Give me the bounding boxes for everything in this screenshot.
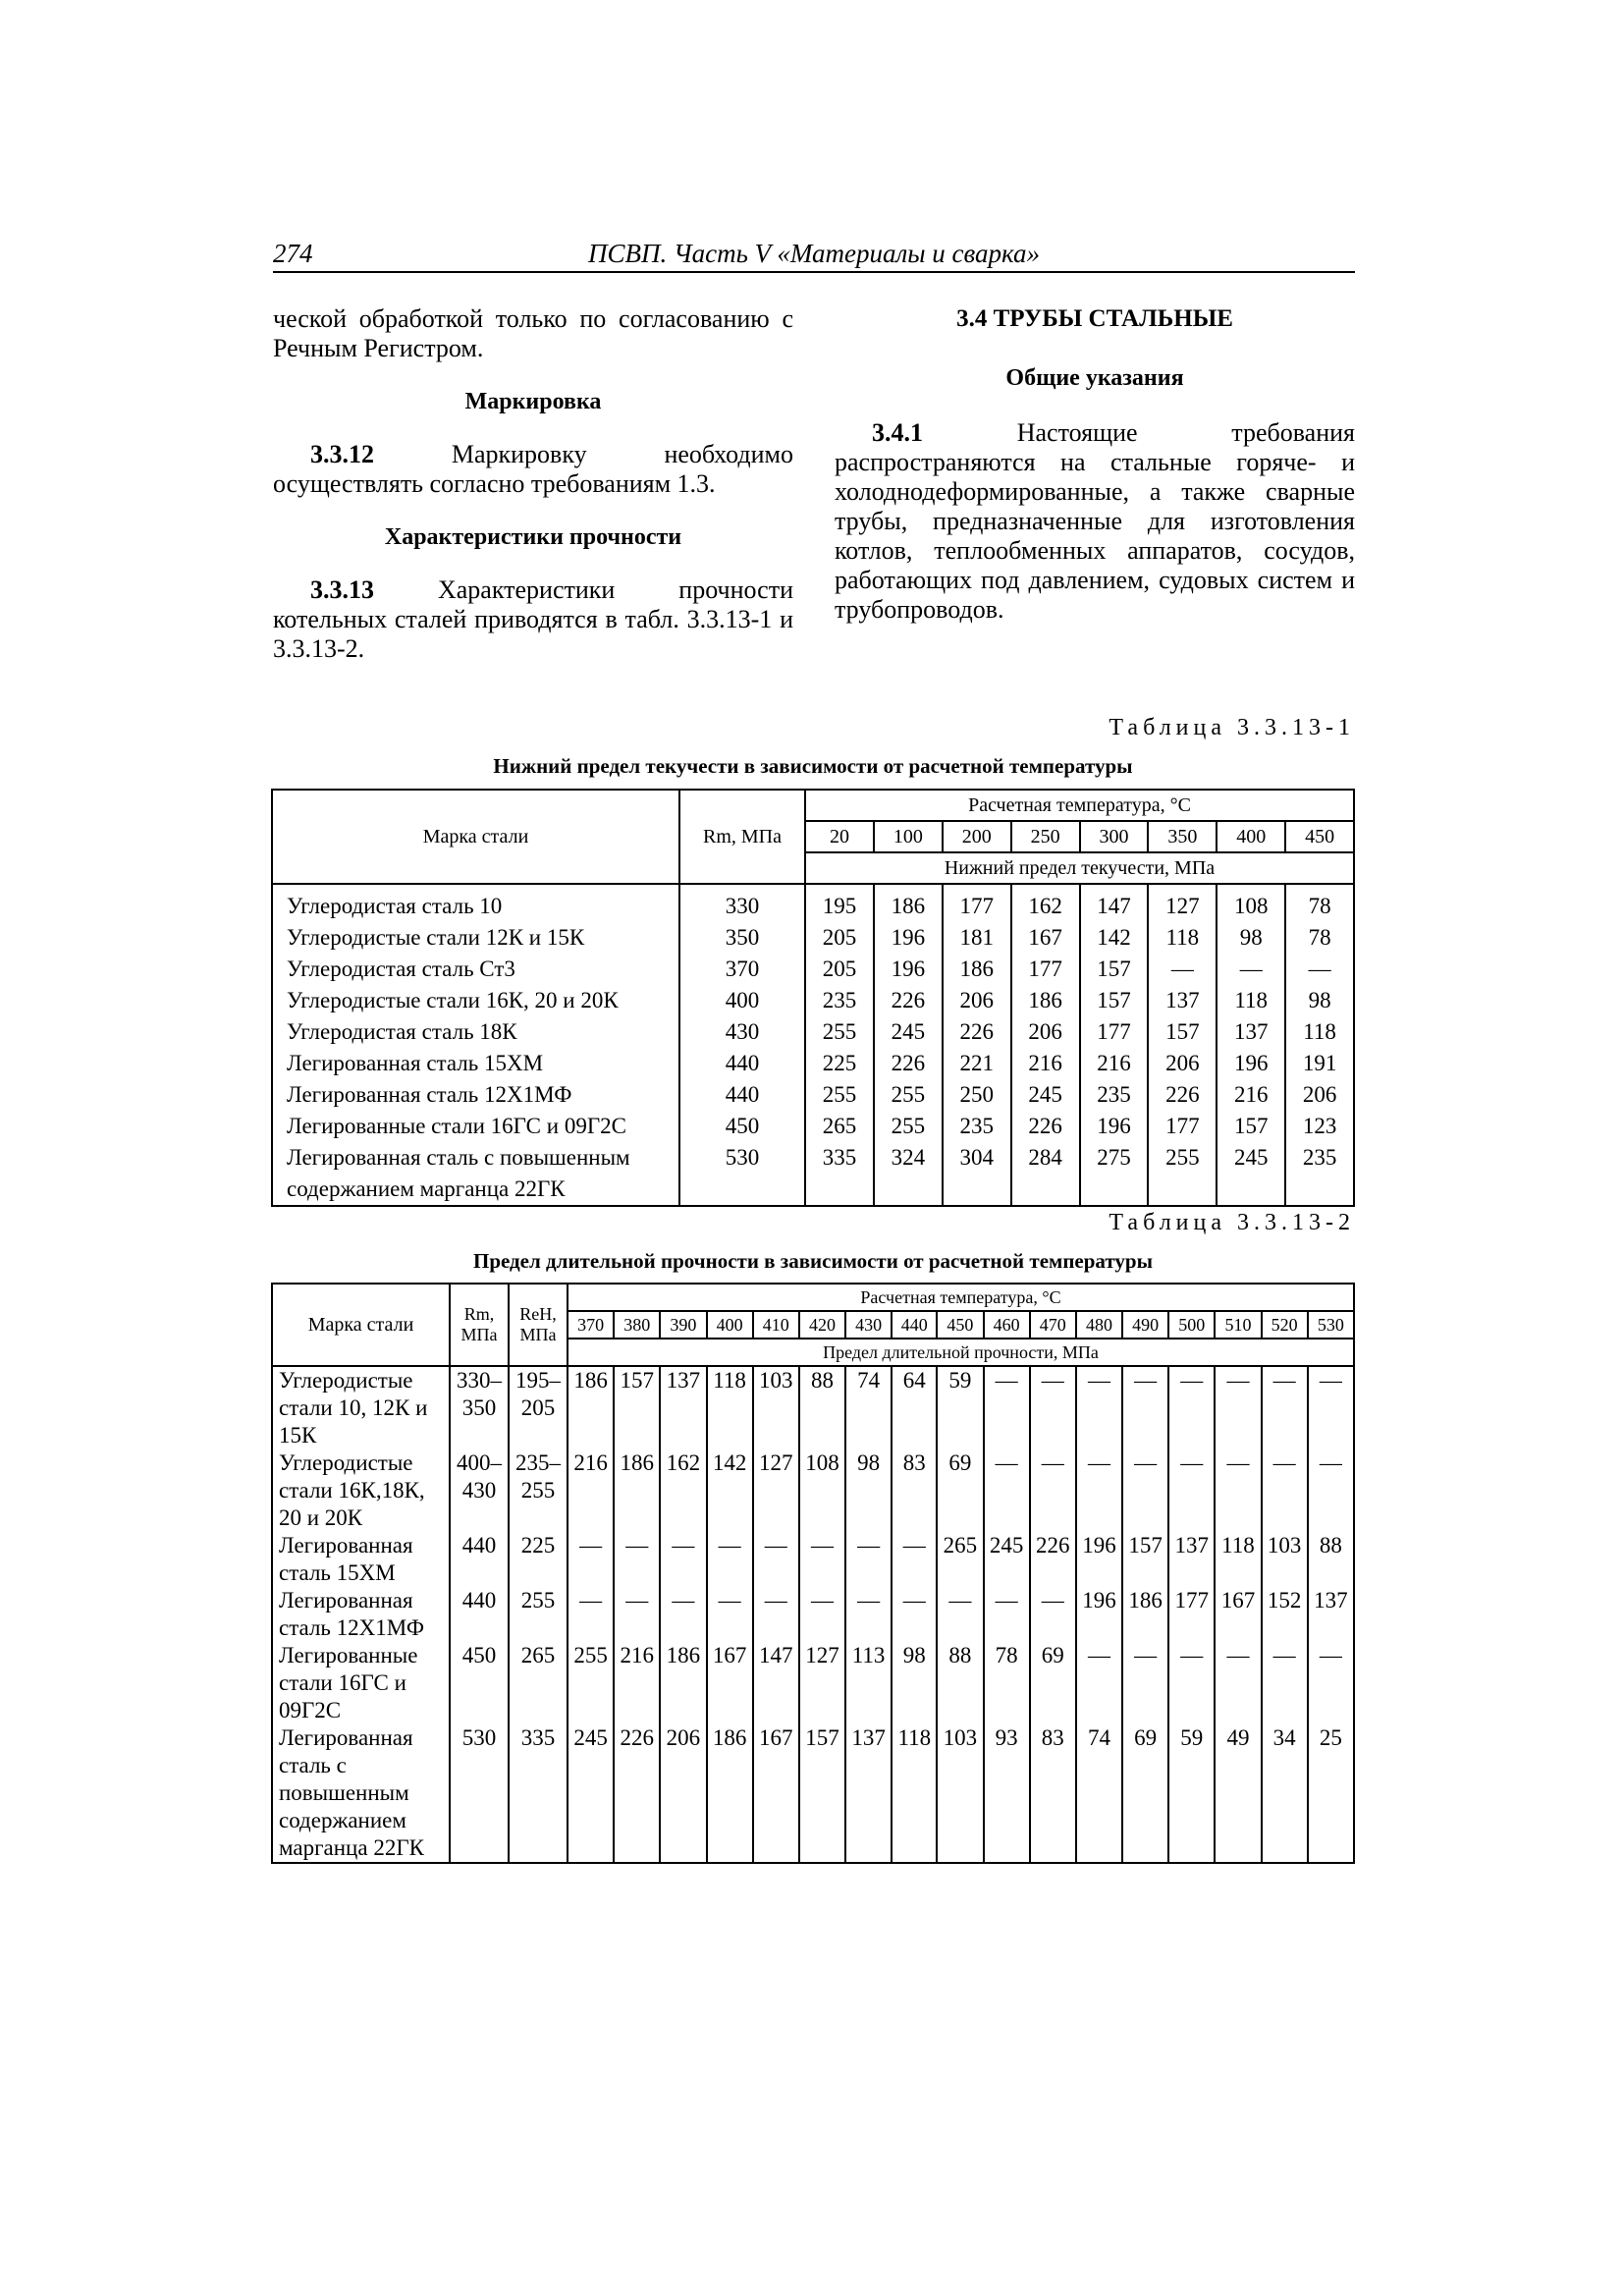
table-row bbox=[272, 985, 1354, 1016]
value-cell: 177 bbox=[1080, 1016, 1149, 1048]
value-cell: — bbox=[1168, 1366, 1215, 1449]
value-cell: 330 bbox=[679, 884, 805, 922]
value-cell: — bbox=[660, 1587, 706, 1642]
value-cell: 83 bbox=[892, 1449, 937, 1532]
value-cell: 530 bbox=[679, 1142, 805, 1206]
temperature-header: 420 bbox=[799, 1311, 845, 1339]
table-row bbox=[272, 1724, 1354, 1863]
steel-grade-cell: Легированная сталь 12Х1МФ bbox=[272, 1079, 679, 1111]
steel-grade-cell: Углеродистая сталь Ст3 bbox=[272, 954, 679, 985]
value-cell: 142 bbox=[707, 1449, 753, 1532]
value-cell: — bbox=[1215, 1366, 1261, 1449]
value-cell: 400 bbox=[679, 985, 805, 1016]
value-cell: — bbox=[845, 1587, 892, 1642]
value-cell: 118 bbox=[707, 1366, 753, 1449]
value-cell: 206 bbox=[1285, 1079, 1354, 1111]
value-cell: 147 bbox=[753, 1642, 799, 1724]
temperature-header: 300 bbox=[1080, 821, 1149, 852]
value-cell: 250 bbox=[943, 1079, 1011, 1111]
value-cell: — bbox=[1217, 954, 1285, 985]
value-cell: — bbox=[984, 1587, 1030, 1642]
col-creep-limit: Предел длительной прочности, МПа bbox=[568, 1339, 1354, 1366]
clause-text: Маркировку необходимо осуществлять согласно требованиям 1.3. bbox=[273, 440, 793, 498]
table-row bbox=[272, 1079, 1354, 1111]
temperature-header: 470 bbox=[1030, 1311, 1076, 1339]
temperature-header: 450 bbox=[1285, 821, 1354, 852]
yield-strength-table bbox=[271, 789, 1355, 1207]
value-cell: 186 bbox=[660, 1642, 706, 1724]
steel-grade-cell: Легированная сталь 12Х1МФ bbox=[272, 1587, 450, 1642]
value-cell: 186 bbox=[874, 884, 943, 922]
value-cell: 226 bbox=[943, 1016, 1011, 1048]
value-cell: 191 bbox=[1285, 1048, 1354, 1079]
temperature-header: 250 bbox=[1011, 821, 1080, 852]
section-heading: Характеристики прочности bbox=[384, 524, 682, 550]
value-cell: — bbox=[753, 1587, 799, 1642]
value-cell: 118 bbox=[1285, 1016, 1354, 1048]
steel-grade-cell: Легированная сталь с повышенным содержанием марганца 22ГК bbox=[272, 1142, 679, 1206]
value-cell: — bbox=[568, 1532, 614, 1587]
value-cell: 255 bbox=[805, 1016, 874, 1048]
value-cell: 49 bbox=[1215, 1724, 1261, 1863]
table1-title: Нижний предел текучести в зависимости от расчетной температуры bbox=[493, 754, 1133, 778]
value-cell: — bbox=[1308, 1366, 1354, 1449]
paragraph bbox=[835, 418, 1355, 625]
table-row bbox=[272, 1142, 1354, 1206]
value-cell: 137 bbox=[660, 1366, 706, 1449]
creep-strength-table bbox=[271, 1283, 1355, 1864]
value-cell: — bbox=[1308, 1642, 1354, 1724]
temperature-header: 380 bbox=[614, 1311, 660, 1339]
table-row bbox=[272, 1111, 1354, 1142]
temperature-header: 450 bbox=[937, 1311, 983, 1339]
right-column bbox=[835, 304, 1355, 625]
temperature-header: 430 bbox=[845, 1311, 892, 1339]
value-cell: 265 bbox=[805, 1111, 874, 1142]
value-cell: 83 bbox=[1030, 1724, 1076, 1863]
table-row bbox=[272, 884, 1354, 922]
section-heading: Маркировка bbox=[464, 389, 602, 414]
value-cell: 206 bbox=[943, 985, 1011, 1016]
value-cell: — bbox=[1215, 1642, 1261, 1724]
value-cell: 186 bbox=[1011, 985, 1080, 1016]
value-cell: 88 bbox=[937, 1642, 983, 1724]
col-steel-grade: Марка стали bbox=[272, 790, 679, 884]
temperature-header: 410 bbox=[753, 1311, 799, 1339]
value-cell: 137 bbox=[845, 1724, 892, 1863]
steel-grade-cell: Углеродистая сталь 10 bbox=[272, 884, 679, 922]
value-cell: 226 bbox=[614, 1724, 660, 1863]
value-cell: 98 bbox=[892, 1642, 937, 1724]
value-cell: 123 bbox=[1285, 1111, 1354, 1142]
value-cell: 186 bbox=[614, 1449, 660, 1532]
col-reh: ReH, МПа bbox=[509, 1284, 568, 1366]
clause-number: 3.3.12 bbox=[310, 440, 374, 468]
temperature-header: 350 bbox=[1148, 821, 1217, 852]
value-cell: 88 bbox=[799, 1366, 845, 1449]
value-cell: 98 bbox=[845, 1449, 892, 1532]
value-cell: 167 bbox=[1011, 922, 1080, 954]
steel-grade-cell: Углеродистая сталь 18К bbox=[272, 1016, 679, 1048]
col-steel-grade: Марка стали bbox=[272, 1284, 450, 1366]
value-cell: 440 bbox=[450, 1587, 509, 1642]
value-cell: 103 bbox=[937, 1724, 983, 1863]
value-cell: 226 bbox=[1148, 1079, 1217, 1111]
table2-caption: Таблица 3.3.13-2 bbox=[1109, 1210, 1355, 1235]
clause-number: 3.4.1 bbox=[872, 418, 923, 447]
temperature-header: 20 bbox=[805, 821, 874, 852]
value-cell: 304 bbox=[943, 1142, 1011, 1206]
value-cell: — bbox=[614, 1532, 660, 1587]
value-cell: 196 bbox=[1080, 1111, 1149, 1142]
steel-grade-cell: Углеродистые стали 16К,18К, 20 и 20К bbox=[272, 1449, 450, 1532]
value-cell: 127 bbox=[753, 1449, 799, 1532]
value-cell: 78 bbox=[984, 1642, 1030, 1724]
value-cell: 255 bbox=[874, 1079, 943, 1111]
value-cell: — bbox=[937, 1587, 983, 1642]
steel-grade-cell: Легированные стали 16ГС и 09Г2С bbox=[272, 1111, 679, 1142]
value-cell: — bbox=[892, 1587, 937, 1642]
value-cell: 177 bbox=[1168, 1587, 1215, 1642]
value-cell: 59 bbox=[1168, 1724, 1215, 1863]
value-cell: 137 bbox=[1148, 985, 1217, 1016]
value-cell: 25 bbox=[1308, 1724, 1354, 1863]
col-rm: Rm, МПа bbox=[450, 1284, 509, 1366]
value-cell: — bbox=[984, 1366, 1030, 1449]
value-cell: 245 bbox=[984, 1532, 1030, 1587]
value-cell: 137 bbox=[1168, 1532, 1215, 1587]
temperature-header: 400 bbox=[1217, 821, 1285, 852]
paragraph bbox=[273, 575, 793, 664]
steel-grade-cell: Легированная сталь с повышенным содержанием марганца 22ГК bbox=[272, 1724, 450, 1863]
value-cell: 440 bbox=[450, 1532, 509, 1587]
value-cell: 118 bbox=[892, 1724, 937, 1863]
value-cell: — bbox=[753, 1532, 799, 1587]
value-cell: 196 bbox=[1217, 1048, 1285, 1079]
value-cell: 93 bbox=[984, 1724, 1030, 1863]
steel-grade-cell: Углеродистые стали 12К и 15К bbox=[272, 922, 679, 954]
value-cell: 196 bbox=[1076, 1532, 1122, 1587]
value-cell: 335 bbox=[805, 1142, 874, 1206]
value-cell: 157 bbox=[614, 1366, 660, 1449]
table-row bbox=[272, 1366, 1354, 1449]
value-cell: 157 bbox=[1217, 1111, 1285, 1142]
value-cell: 206 bbox=[660, 1724, 706, 1863]
value-cell: 103 bbox=[753, 1366, 799, 1449]
value-cell: 216 bbox=[1217, 1079, 1285, 1111]
value-cell: 64 bbox=[892, 1366, 937, 1449]
value-cell: 226 bbox=[1011, 1111, 1080, 1142]
temperature-header: 200 bbox=[943, 821, 1011, 852]
value-cell: — bbox=[1148, 954, 1217, 985]
value-cell: — bbox=[1076, 1366, 1122, 1449]
value-cell: 205 bbox=[805, 922, 874, 954]
value-cell: 98 bbox=[1217, 922, 1285, 954]
value-cell: — bbox=[1030, 1449, 1076, 1532]
clause-text: Характеристики прочности котельных сталей приводятся в табл. 3.3.13-1 и 3.3.13-2. bbox=[273, 575, 793, 663]
value-cell: — bbox=[892, 1532, 937, 1587]
value-cell: — bbox=[1262, 1366, 1308, 1449]
value-cell: 34 bbox=[1262, 1724, 1308, 1863]
value-cell: 98 bbox=[1285, 985, 1354, 1016]
value-cell: 221 bbox=[943, 1048, 1011, 1079]
value-cell: 59 bbox=[937, 1366, 983, 1449]
value-cell: 370 bbox=[679, 954, 805, 985]
section-heading: Общие указания bbox=[1005, 365, 1184, 391]
value-cell: 245 bbox=[568, 1724, 614, 1863]
left-column bbox=[273, 304, 793, 664]
temperature-header: 440 bbox=[892, 1311, 937, 1339]
value-cell: 103 bbox=[1262, 1532, 1308, 1587]
value-cell: — bbox=[984, 1449, 1030, 1532]
col-design-temperature: Расчетная температура, °С bbox=[568, 1284, 1354, 1311]
value-cell: 157 bbox=[1080, 985, 1149, 1016]
value-cell: 167 bbox=[753, 1724, 799, 1863]
value-cell: 157 bbox=[1122, 1532, 1168, 1587]
value-cell: — bbox=[1122, 1449, 1168, 1532]
value-cell: 167 bbox=[707, 1642, 753, 1724]
value-cell: 265 bbox=[509, 1642, 568, 1724]
value-cell: 235 bbox=[1285, 1142, 1354, 1206]
table-row bbox=[272, 1642, 1354, 1724]
temperature-header: 400 bbox=[707, 1311, 753, 1339]
value-cell: — bbox=[1076, 1449, 1122, 1532]
value-cell: 118 bbox=[1215, 1532, 1261, 1587]
clause-number: 3.3.13 bbox=[310, 575, 374, 604]
value-cell: 226 bbox=[874, 985, 943, 1016]
value-cell: — bbox=[1285, 954, 1354, 985]
table-row bbox=[272, 1449, 1354, 1532]
value-cell: — bbox=[568, 1587, 614, 1642]
table-row bbox=[272, 1587, 1354, 1642]
value-cell: 225 bbox=[805, 1048, 874, 1079]
value-cell: 245 bbox=[1011, 1079, 1080, 1111]
value-cell: 147 bbox=[1080, 884, 1149, 922]
value-cell: 186 bbox=[568, 1366, 614, 1449]
temperature-header: 370 bbox=[568, 1311, 614, 1339]
value-cell: 350 bbox=[679, 922, 805, 954]
temperature-header: 520 bbox=[1262, 1311, 1308, 1339]
value-cell: 118 bbox=[1148, 922, 1217, 954]
value-cell: 530 bbox=[450, 1724, 509, 1863]
value-cell: 245 bbox=[874, 1016, 943, 1048]
value-cell: 206 bbox=[1148, 1048, 1217, 1079]
value-cell: — bbox=[1168, 1449, 1215, 1532]
table-row bbox=[272, 922, 1354, 954]
value-cell: 152 bbox=[1262, 1587, 1308, 1642]
paragraph: ческой обработкой только по согласованию с Речным Регистром. bbox=[273, 304, 793, 362]
value-cell: 69 bbox=[1030, 1642, 1076, 1724]
value-cell: 284 bbox=[1011, 1142, 1080, 1206]
value-cell: 245 bbox=[1217, 1142, 1285, 1206]
table-row bbox=[272, 1532, 1354, 1587]
value-cell: — bbox=[1030, 1587, 1076, 1642]
table-row bbox=[272, 1048, 1354, 1079]
chapter-heading: 3.4 ТРУБЫ СТАЛЬНЫЕ bbox=[956, 305, 1233, 332]
value-cell: 226 bbox=[1030, 1532, 1076, 1587]
steel-grade-cell: Углеродистые стали 16К, 20 и 20К bbox=[272, 985, 679, 1016]
value-cell: 88 bbox=[1308, 1532, 1354, 1587]
temperature-header: 500 bbox=[1168, 1311, 1215, 1339]
value-cell: 216 bbox=[1011, 1048, 1080, 1079]
value-cell: 181 bbox=[943, 922, 1011, 954]
value-cell: 265 bbox=[937, 1532, 983, 1587]
temperature-header: 490 bbox=[1122, 1311, 1168, 1339]
value-cell: 108 bbox=[799, 1449, 845, 1532]
temperature-header: 100 bbox=[874, 821, 943, 852]
value-cell: 255 bbox=[568, 1642, 614, 1724]
value-cell: — bbox=[1262, 1449, 1308, 1532]
page-number: 274 bbox=[273, 239, 313, 268]
value-cell: 113 bbox=[845, 1642, 892, 1724]
value-cell: 235 bbox=[943, 1111, 1011, 1142]
value-cell: 440 bbox=[679, 1079, 805, 1111]
value-cell: 216 bbox=[1080, 1048, 1149, 1079]
value-cell: — bbox=[799, 1587, 845, 1642]
temperature-header: 510 bbox=[1215, 1311, 1261, 1339]
value-cell: 330–350 bbox=[450, 1366, 509, 1449]
temperature-header: 390 bbox=[660, 1311, 706, 1339]
paragraph bbox=[273, 440, 793, 499]
table2-title: Предел длительной прочности в зависимости от расчетной температуры bbox=[473, 1249, 1153, 1273]
value-cell: 157 bbox=[799, 1724, 845, 1863]
value-cell: — bbox=[1215, 1449, 1261, 1532]
value-cell: — bbox=[799, 1532, 845, 1587]
value-cell: 167 bbox=[1215, 1587, 1261, 1642]
value-cell: — bbox=[1308, 1449, 1354, 1532]
value-cell: 216 bbox=[568, 1449, 614, 1532]
value-cell: — bbox=[1168, 1642, 1215, 1724]
value-cell: 255 bbox=[1148, 1142, 1217, 1206]
value-cell: — bbox=[707, 1532, 753, 1587]
table-row bbox=[272, 1016, 1354, 1048]
value-cell: 255 bbox=[509, 1587, 568, 1642]
value-cell: 275 bbox=[1080, 1142, 1149, 1206]
value-cell: 450 bbox=[679, 1111, 805, 1142]
value-cell: — bbox=[1262, 1642, 1308, 1724]
value-cell: 157 bbox=[1148, 1016, 1217, 1048]
value-cell: 400–430 bbox=[450, 1449, 509, 1532]
value-cell: 157 bbox=[1080, 954, 1149, 985]
value-cell: 177 bbox=[1148, 1111, 1217, 1142]
value-cell: 196 bbox=[874, 922, 943, 954]
value-cell: — bbox=[1030, 1366, 1076, 1449]
value-cell: 177 bbox=[1011, 954, 1080, 985]
value-cell: 186 bbox=[707, 1724, 753, 1863]
value-cell: 205 bbox=[805, 954, 874, 985]
value-cell: 127 bbox=[1148, 884, 1217, 922]
value-cell: 118 bbox=[1217, 985, 1285, 1016]
clause-text: Настоящие требования распространяются на стальные горяче- и холоднодеформированные, а также сварные трубы, предназначенные для изготовления котлов, теплообменных аппаратов, сосудов, работающих под давлением, судовых систем и трубопроводов. bbox=[835, 418, 1355, 624]
value-cell: 195 bbox=[805, 884, 874, 922]
value-cell: 430 bbox=[679, 1016, 805, 1048]
col-design-temperature: Расчетная температура, °С bbox=[805, 790, 1354, 821]
steel-grade-cell: Легированная сталь 15ХМ bbox=[272, 1532, 450, 1587]
temperature-header: 460 bbox=[984, 1311, 1030, 1339]
value-cell: 255 bbox=[874, 1111, 943, 1142]
value-cell: 235 bbox=[1080, 1079, 1149, 1111]
temperature-header: 480 bbox=[1076, 1311, 1122, 1339]
value-cell: 226 bbox=[874, 1048, 943, 1079]
value-cell: 162 bbox=[1011, 884, 1080, 922]
table1-caption: Таблица 3.3.13-1 bbox=[1109, 715, 1355, 740]
value-cell: 142 bbox=[1080, 922, 1149, 954]
steel-grade-cell: Углеродистые стали 10, 12К и 15К bbox=[272, 1366, 450, 1449]
value-cell: 235–255 bbox=[509, 1449, 568, 1532]
value-cell: 162 bbox=[660, 1449, 706, 1532]
value-cell: 206 bbox=[1011, 1016, 1080, 1048]
running-title: ПСВП. Часть V «Материалы и сварка» bbox=[587, 239, 1040, 268]
value-cell: — bbox=[707, 1587, 753, 1642]
value-cell: 69 bbox=[937, 1449, 983, 1532]
value-cell: 74 bbox=[845, 1366, 892, 1449]
value-cell: 186 bbox=[1122, 1587, 1168, 1642]
value-cell: 108 bbox=[1217, 884, 1285, 922]
value-cell: 137 bbox=[1308, 1587, 1354, 1642]
running-header bbox=[273, 236, 1355, 273]
value-cell: 440 bbox=[679, 1048, 805, 1079]
value-cell: — bbox=[845, 1532, 892, 1587]
value-cell: — bbox=[1122, 1366, 1168, 1449]
value-cell: 216 bbox=[614, 1642, 660, 1724]
temperature-header: 530 bbox=[1308, 1311, 1354, 1339]
value-cell: 78 bbox=[1285, 922, 1354, 954]
value-cell: 195–205 bbox=[509, 1366, 568, 1449]
value-cell: 196 bbox=[874, 954, 943, 985]
value-cell: 74 bbox=[1076, 1724, 1122, 1863]
value-cell: 78 bbox=[1285, 884, 1354, 922]
steel-grade-cell: Легированная сталь 15ХМ bbox=[272, 1048, 679, 1079]
value-cell: 225 bbox=[509, 1532, 568, 1587]
value-cell: 450 bbox=[450, 1642, 509, 1724]
table-row bbox=[272, 954, 1354, 985]
steel-grade-cell: Легированные стали 16ГС и 09Г2С bbox=[272, 1642, 450, 1724]
value-cell: — bbox=[1076, 1642, 1122, 1724]
value-cell: — bbox=[614, 1587, 660, 1642]
value-cell: 255 bbox=[805, 1079, 874, 1111]
col-yield-limit: Нижний предел текучести, МПа bbox=[805, 852, 1354, 884]
value-cell: — bbox=[1122, 1642, 1168, 1724]
col-rm: Rm, МПа bbox=[679, 790, 805, 884]
value-cell: 186 bbox=[943, 954, 1011, 985]
value-cell: 235 bbox=[805, 985, 874, 1016]
value-cell: 177 bbox=[943, 884, 1011, 922]
value-cell: 69 bbox=[1122, 1724, 1168, 1863]
value-cell: 335 bbox=[509, 1724, 568, 1863]
value-cell: 324 bbox=[874, 1142, 943, 1206]
value-cell: 196 bbox=[1076, 1587, 1122, 1642]
value-cell: — bbox=[660, 1532, 706, 1587]
value-cell: 127 bbox=[799, 1642, 845, 1724]
value-cell: 137 bbox=[1217, 1016, 1285, 1048]
